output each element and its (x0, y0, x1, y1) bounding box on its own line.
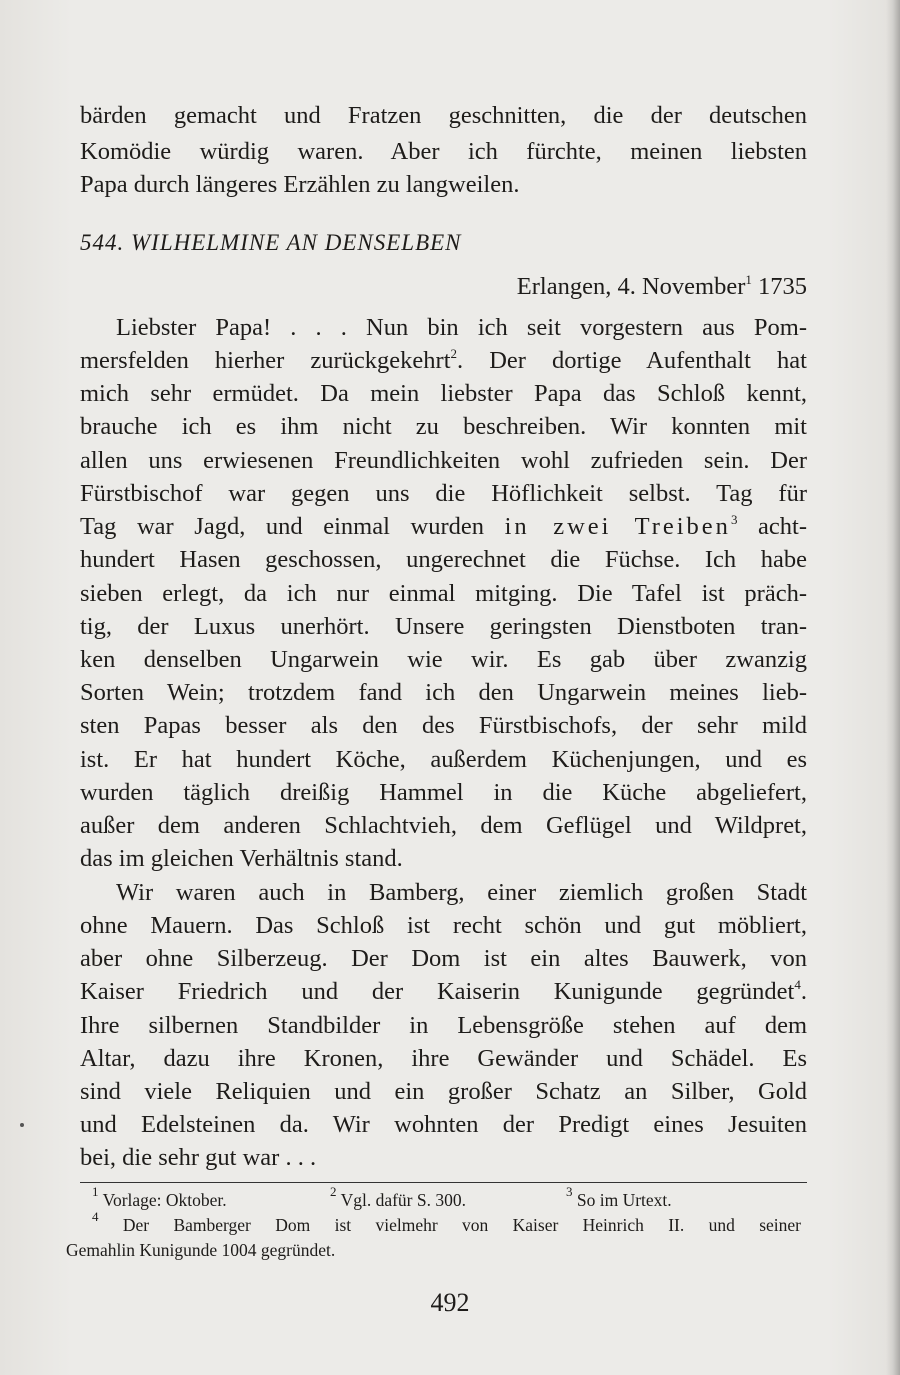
footnote-1 (92, 1184, 227, 1212)
para1-emphasis: in zwei Treiben (504, 513, 731, 540)
para1-line: Sorten Wein; trotzdem fand ich den Ungarwein meines lieb- (80, 679, 807, 706)
para1-line: sieben erlegt, da ich nur einmal mitging. Die Tafel ist präch- (80, 580, 807, 607)
para1-line (80, 344, 807, 377)
para1-line: Fürstbischof war gegen uns die Höflichkeit selbst. Tag für (80, 480, 807, 507)
footnote-mark: 3 (566, 1184, 573, 1199)
footnote-ref-3: 3 (730, 512, 738, 527)
intro-line-3: Papa durch längeres Erzählen zu langweilen. (80, 171, 520, 198)
footnote-text: Vgl. dafür S. 300. (340, 1190, 466, 1210)
footnote-mark: 2 (330, 1184, 337, 1199)
para1-line: das im gleichen Verhältnis stand. (80, 845, 403, 872)
intro-line-1: bärden gemacht und Fratzen geschnitten, die der deutschen (80, 102, 807, 129)
paper-speck (20, 1123, 24, 1127)
letter-dateline (517, 270, 807, 303)
footnote-3 (566, 1184, 672, 1212)
intro-line-2: Komödie würdig waren. Aber ich fürchte, meinen liebsten (80, 138, 807, 165)
footnote-mark: 1 (92, 1184, 99, 1199)
para1-line: sten Papas besser als den des Fürstbischofs, der sehr mild (80, 712, 807, 739)
para1-line: allen uns erwiesenen Freundlichkeiten wohl zufrieden sein. Der (80, 447, 807, 474)
dateline-year: 1735 (758, 273, 807, 300)
page-gutter-shadow (886, 0, 900, 1375)
footnote-text: So im Urtext. (576, 1190, 672, 1210)
footnote-rule (80, 1182, 807, 1183)
para1-line: ist. Er hat hundert Köche, außerdem Küchenjungen, und es (80, 746, 807, 773)
para1-line: hundert Hasen geschossen, ungerechnet die Füchse. Ich habe (80, 546, 807, 573)
para2-line: bei, die sehr gut war . . . (80, 1144, 317, 1171)
para2-line: Altar, dazu ihre Kronen, ihre Gewänder und Schädel. Es (80, 1045, 807, 1072)
para1-line: Liebster Papa! . . . Nun bin ich seit vorgestern aus Pom- (116, 314, 807, 341)
letter-heading: 544. WILHELMINE AN DENSELBEN (80, 230, 462, 255)
para1-line: außer dem anderen Schlachtvieh, dem Geflügel und Wildpret, (80, 812, 807, 839)
footnote-mark: 4 (92, 1209, 99, 1224)
page-number: 492 (430, 1288, 470, 1317)
footnote-4 (92, 1209, 801, 1237)
footnote-ref-4: 4 (794, 977, 801, 992)
para2-line: sind viele Reliquien und ein großer Schatz an Silber, Gold (80, 1078, 807, 1105)
para1-text: Tag war Jagd, und einmal wurden (80, 513, 484, 540)
footnote-text: Der Bamberger Dom ist vielmehr von Kaiser Heinrich II. und seiner (122, 1215, 801, 1235)
para2-text: Kaiser Friedrich und der Kaiserin Kunigunde gegründet (80, 978, 795, 1005)
para2-line: ohne Mauern. Das Schloß ist recht schön und gut möbliert, (80, 912, 807, 939)
para2-line: aber ohne Silberzeug. Der Dom ist ein altes Bauwerk, von (80, 945, 807, 972)
para2-line (80, 975, 807, 1008)
para1-text: . Der dortige Aufenthalt hat (457, 347, 807, 374)
para1-text: mersfelden hierher zurückgekehrt (80, 347, 451, 374)
footnote-2 (330, 1184, 466, 1212)
para1-line: mich sehr ermüdet. Da mein liebster Papa das Schloß kennt, (80, 380, 807, 407)
footnote-4-continued: Gemahlin Kunigunde 1004 gegründet. (66, 1240, 336, 1260)
footnote-text: Vorlage: Oktober. (102, 1190, 227, 1210)
para2-text: . (800, 978, 807, 1005)
para2-line: Wir waren auch in Bamberg, einer ziemlich großen Stadt (116, 879, 807, 906)
footnote-ref-1: 1 (745, 272, 752, 287)
para1-text: acht- (758, 513, 807, 540)
para1-line: tig, der Luxus unerhört. Unsere geringsten Dienstboten tran- (80, 613, 807, 640)
para1-line: wurden täglich dreißig Hammel in die Küche abgeliefert, (80, 779, 807, 806)
footnote-ref-2: 2 (450, 346, 458, 361)
para2-line: Ihre silbernen Standbilder in Lebensgröße stehen auf dem (80, 1012, 807, 1039)
para1-line: ken denselben Ungarwein wie wir. Es gab über zwanzig (80, 646, 807, 673)
dateline-place-date: Erlangen, 4. November (516, 273, 746, 300)
para1-line: brauche ich es ihm nicht zu beschreiben. Wir konnten mit (80, 413, 807, 440)
para2-line: und Edelsteinen da. Wir wohnten der Predigt eines Jesuiten (80, 1111, 807, 1138)
para1-line (80, 510, 807, 543)
